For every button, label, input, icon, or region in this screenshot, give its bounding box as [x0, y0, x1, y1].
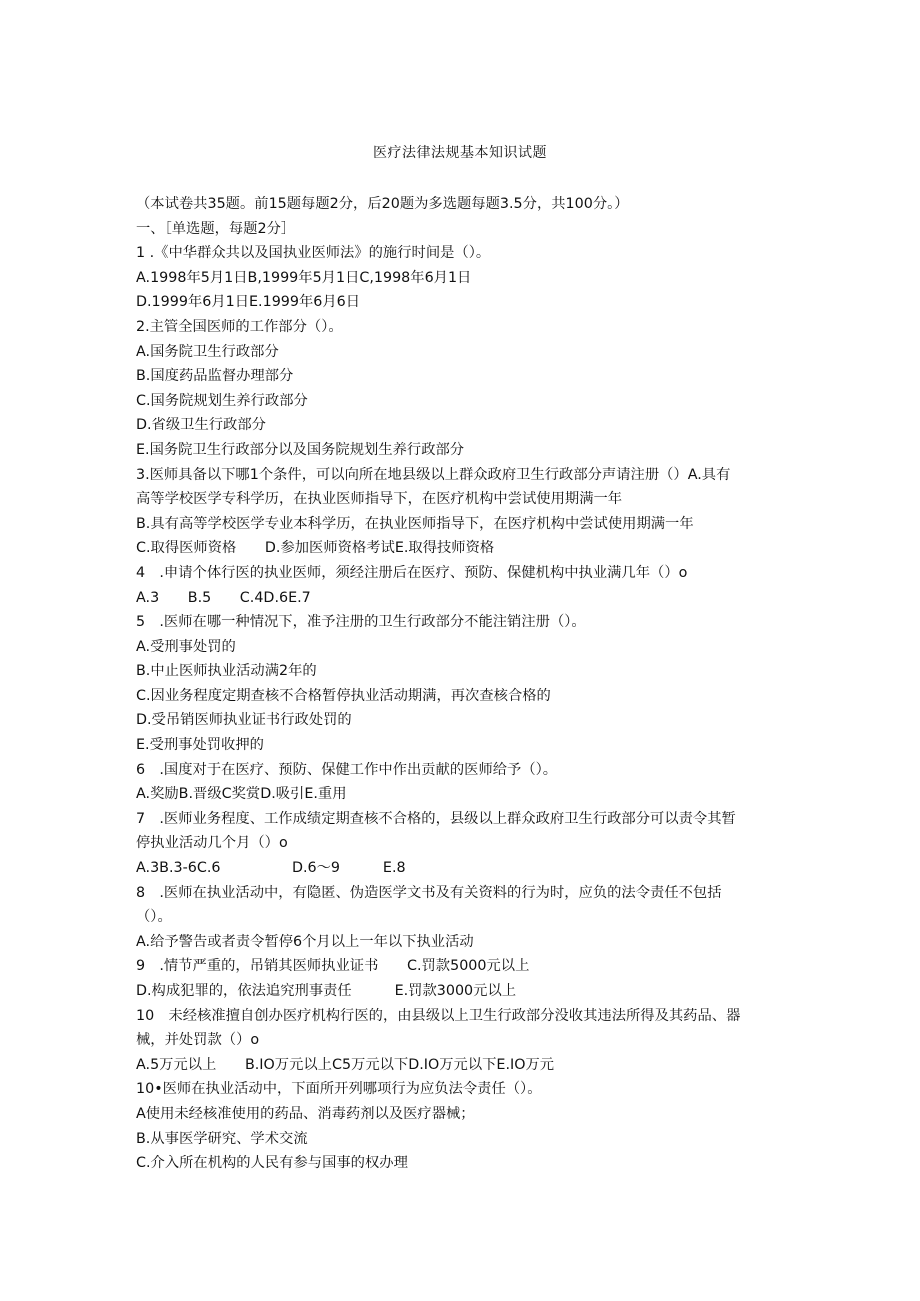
text-line: D.构成犯罪的，依法追究刑事责任 E.罚款3000元以上: [136, 983, 517, 999]
text-line: D.受吊销医师执业证书行政处罚的: [136, 712, 352, 729]
text-line: D.1999年6月1日E.1999年6月6日: [136, 294, 361, 311]
text-line: 8 .医师在执业活动中，有隐匿、伪造医学文书及有关资料的行为时，应负的法令责任不包括: [136, 884, 722, 901]
text-line: 3.医师具备以下哪1个条件，可以向所在地县级以上群众政府卫生行政部分声请注册（）A.具有: [136, 466, 731, 483]
text-line: C.取得医师资格 D.参加医师资格考试E.取得技师资格: [136, 540, 495, 557]
text-line: A.5万元以上 B.IO万元以上C5万元以下D.IO万元以下E.IO万元: [136, 1056, 555, 1073]
text-line: A.受刑事处罚的: [136, 638, 236, 655]
document-title: 医疗法律法规基本知识试题: [373, 145, 547, 161]
text-line: 6 .国度对于在医疗、预防、保健工作中作出贡献的医师给予（）。: [136, 761, 558, 778]
text-line: B.国度药品监督办理部分: [136, 368, 294, 385]
text-line: 10 未经核准擅自创办医疗机构行医的，由县级以上卫生行政部分没收其违法所得及其药品、器: [136, 1007, 741, 1024]
question-text-block: [136, 192, 796, 1176]
text-line: A.3 B.5 C.4D.6E.7: [136, 589, 311, 606]
text-line: 4 .申请个体行医的执业医师，须经注册后在医疗、预防、保健机构中执业满几年（）o: [136, 564, 688, 581]
text-line: 5 .医师在哪一种情况下，准予注册的卫生行政部分不能注销注册（）。: [136, 614, 586, 631]
text-line: C.国务院规划生养行政部分: [136, 392, 308, 409]
text-line: B.中止医师执业活动满2年的: [136, 663, 317, 680]
text-line: C.介入所在机构的人民有参与国事的权办理: [136, 1155, 408, 1172]
text-line: 2.主管全国医师的工作部分（）。: [136, 318, 343, 335]
text-line: A.奖励B.晋级C奖赏D.吸引E.重用: [136, 786, 347, 803]
text-line: 械，并处罚款（）o: [136, 1032, 260, 1049]
text-line: 1 .《中华群众共以及国执业医师法》的施行时间是（）。: [136, 245, 491, 262]
text-line: A.3B.3-6C.6 D.6〜9 E.8: [136, 860, 406, 877]
text-line: D.省级卫生行政部分: [136, 417, 266, 434]
text-line: 10•医师在执业活动中，下面所开列哪项行为应负法令责任（）。: [136, 1081, 542, 1098]
text-line: B.从事医学研究、学术交流: [136, 1130, 308, 1147]
text-line: A.1998年5月1日B,1999年5月1日C,1998年6月1日: [136, 269, 472, 286]
text-line: E.受刑事处罚收押的: [136, 737, 264, 754]
text-line: A.国务院卫生行政部分: [136, 343, 279, 360]
text-line: （本试卷共35题。前15题每题2分，后20题为多选题每题3.5分，共100分。）: [136, 196, 629, 212]
text-line: 一、［单选题，每题2分］: [136, 220, 296, 237]
text-line: B.具有高等学校医学专业本科学历，在执业医师指导下，在医疗机构中尝试使用期满一年: [136, 515, 694, 532]
text-line: 高等学校医学专科学历，在执业医师指导下，在医疗机构中尝试使用期满一年: [136, 491, 623, 508]
text-line: （）。: [136, 909, 172, 926]
text-line: A使用未经核准使用的药品、消毒药剂以及医疗器械；: [136, 1105, 475, 1122]
text-line: A.给予警告或者责令暂停6个月以上一年以下执业活动: [136, 933, 474, 950]
text-line: E.国务院卫生行政部分以及国务院规划生养行政部分: [136, 441, 465, 458]
text-line: C.因业务程度定期查核不合格暂停执业活动期满，再次查核合格的: [136, 687, 551, 704]
text-line: 停执业活动几个月（）o: [136, 835, 288, 852]
text-line: 9 .情节严重的，吊销其医师执业证书 C.罚款5000元以上: [136, 958, 530, 975]
text-line: 7 .医师业务程度、工作成绩定期查核不合格的，县级以上群众政府卫生行政部分可以责令其暂: [136, 810, 736, 827]
